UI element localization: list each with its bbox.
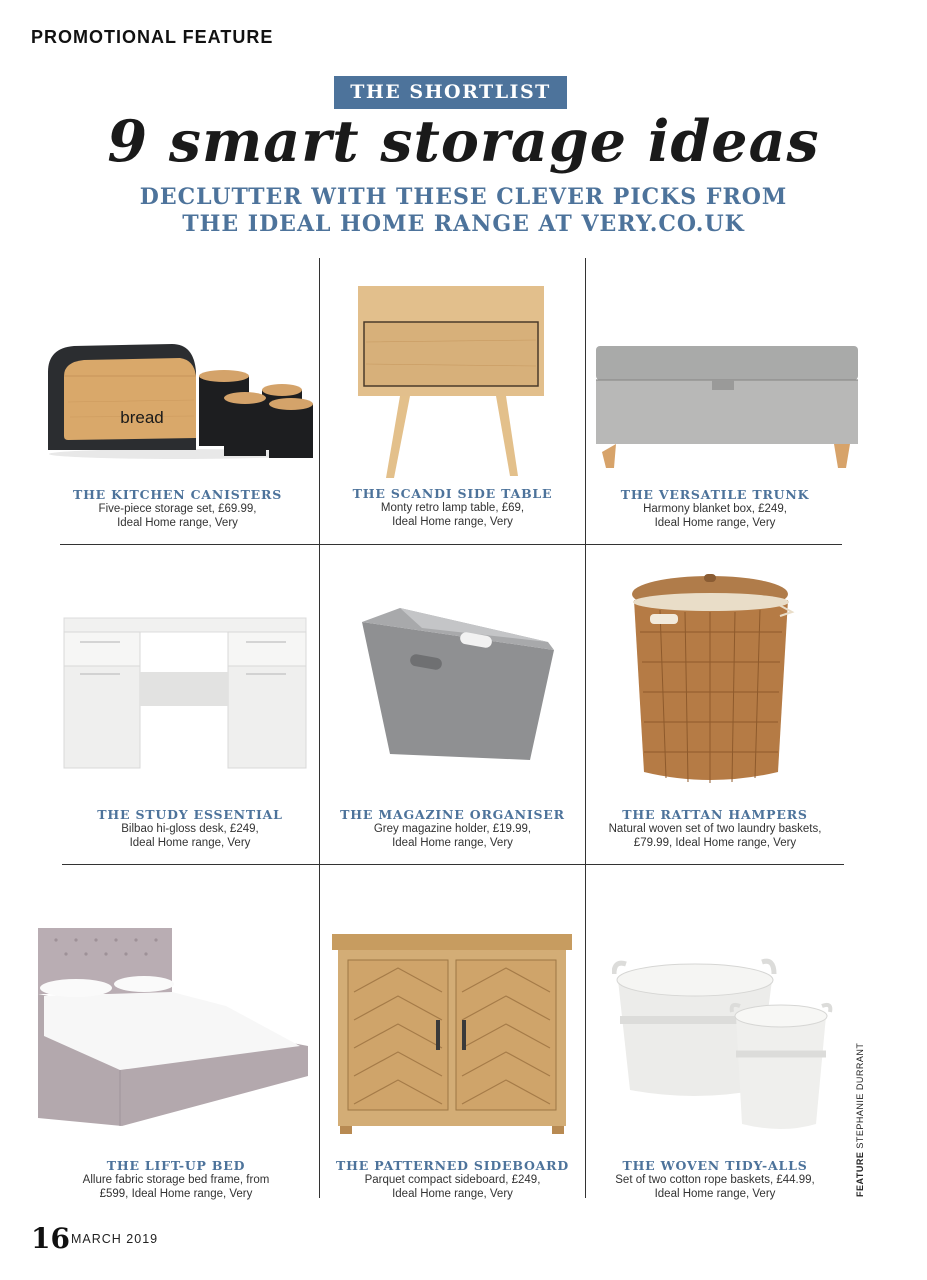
item-desc-line-1: Set of two cotton rope baskets, £44.99,	[615, 1174, 815, 1186]
credit-name: STEPHANIE DURRANT	[855, 1042, 865, 1149]
page-number: 16	[31, 1222, 70, 1255]
item-title: THE WOVEN TIDY-ALLS	[622, 1158, 808, 1173]
item-desc-line-1: Monty retro lamp table, £69,	[380, 502, 525, 514]
grid-divider-horizontal-2	[62, 864, 844, 865]
bread-label: bread	[120, 408, 164, 427]
sideboard-icon	[330, 932, 574, 1136]
product-rattan-hampers[interactable]	[586, 570, 844, 860]
page-subhead	[80, 184, 847, 238]
item-title: THE SCANDI SIDE TABLE	[352, 486, 553, 501]
blanket-box-icon	[594, 344, 860, 468]
side-table-icon	[356, 284, 548, 480]
item-desc-line-1: Parquet compact sideboard, £249,	[364, 1174, 541, 1186]
product-woven-tidy-alls[interactable]	[586, 950, 844, 1200]
item-desc-line-2: £79.99, Ideal Home range, Very	[633, 837, 797, 849]
item-desc-line-2: Ideal Home range, Very	[392, 1188, 513, 1200]
item-title: THE MAGAZINE ORGANISER	[340, 807, 565, 822]
magazine-holder-icon	[360, 604, 556, 764]
laundry-hamper-icon	[630, 572, 800, 786]
subhead-line-2: THE IDEAL HOME RANGE AT VERY.CO.UK	[182, 211, 745, 237]
item-desc-line-2: Ideal Home range, Very	[654, 517, 776, 529]
item-desc-line-2: Ideal Home range, Very	[392, 837, 513, 849]
item-desc-line-2: Ideal Home range, Very	[392, 516, 513, 528]
rope-baskets-icon	[612, 954, 834, 1136]
desk-icon	[60, 616, 310, 772]
item-desc-line-2: Ideal Home range, Very	[129, 837, 251, 849]
item-desc-line-2: £599, Ideal Home range, Very	[99, 1188, 253, 1200]
grid-divider-horizontal-1	[60, 544, 842, 545]
product-lift-up-bed[interactable]	[36, 922, 316, 1200]
product-kitchen-canisters[interactable]	[40, 330, 315, 540]
item-title: THE RATTAN HAMPERS	[622, 807, 808, 822]
product-scandi-side-table[interactable]	[320, 280, 585, 540]
bread-bin-canisters-icon	[44, 342, 314, 460]
page-headline: 9 smart storage ideas	[107, 108, 820, 175]
bed-icon	[36, 926, 312, 1128]
item-title: THE VERSATILE TRUNK	[620, 487, 810, 502]
product-versatile-trunk[interactable]	[586, 330, 844, 540]
item-desc-line-1: Grey magazine holder, £19.99,	[373, 823, 532, 835]
product-patterned-sideboard[interactable]	[320, 930, 585, 1200]
item-desc-line-1: Allure fabric storage bed frame, from	[82, 1174, 270, 1186]
item-desc-line-1: Natural woven set of two laundry baskets,	[608, 823, 822, 835]
item-desc-line-1: Bilbao hi-gloss desk, £249,	[121, 823, 259, 835]
item-desc-line-2: Ideal Home range, Very	[654, 1188, 776, 1200]
credit-label: FEATURE	[855, 1151, 865, 1197]
product-study-essential[interactable]	[60, 610, 320, 860]
promotional-feature-kicker: PROMOTIONAL FEATURE	[31, 27, 274, 47]
item-desc-line-1: Harmony blanket box, £249,	[643, 503, 787, 515]
item-desc-line-2: Ideal Home range, Very	[117, 517, 238, 529]
issue-date: MARCH 2019	[71, 1232, 159, 1246]
product-magazine-organiser[interactable]	[320, 600, 585, 860]
item-title: THE KITCHEN CANISTERS	[72, 487, 283, 502]
item-title: THE STUDY ESSENTIAL	[97, 807, 283, 822]
subhead-line-1: DECLUTTER WITH THESE CLEVER PICKS FROM	[139, 184, 788, 210]
shortlist-badge: THE SHORTLIST	[334, 76, 567, 109]
feature-credit	[855, 1042, 865, 1197]
item-desc-line-1: Five-piece storage set, £69.99,	[98, 503, 257, 515]
item-title: THE LIFT-UP BED	[106, 1158, 246, 1173]
item-title: THE PATTERNED SIDEBOARD	[336, 1158, 569, 1173]
